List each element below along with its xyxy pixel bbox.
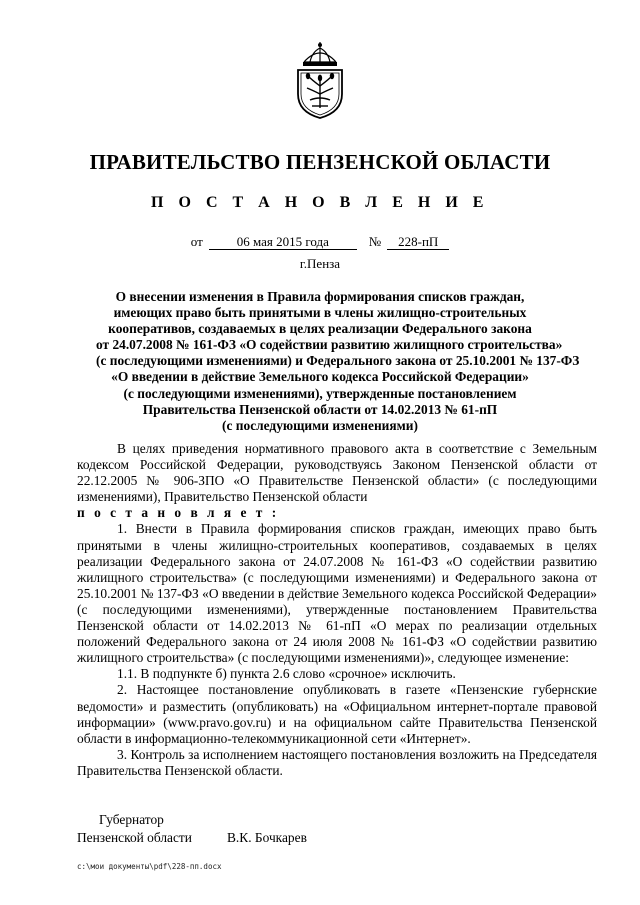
- government-title: ПРАВИТЕЛЬСТВО ПЕНЗЕНСКОЙ ОБЛАСТИ: [89, 150, 551, 174]
- heading-line: кооперативов, создаваемых в целях реализации Федерального закона: [108, 321, 532, 337]
- item-1-paragraph: 1. Внести в Правила формирования списков граждан, имеющих право быть принятыми в члены жилищно-строительных кооперативов, создаваемых в целях реализации Федерального закона от 24.07.2008 № 161-ФЗ «О содействии развитию жилищного строительства» (с последующими изменениями) и Федерального закона от 25.10.2001 № 137-ФЗ «О введении в действие Земельного кодекса Российской Федерации» (с последующими изменениями), утвержденные постановлением Правительства Пензенской области от 14.02.2013 № 61-пП «О мерах по реализации отдельных положений Федерального закона от 24 июля 2008 № 161-ФЗ «О содействии развитию жилищного строительства» (с последующими изменениями)», следующее изменение:: [77, 521, 597, 666]
- file-path-footer: c:\мои документы\pdf\228-пп.docx: [77, 862, 222, 871]
- heading-line: (с последующими изменениями): [222, 417, 418, 433]
- signature-name: В.К. Бочкарев: [227, 830, 307, 845]
- item-3-paragraph: 3. Контроль за исполнением настоящего постановления возложить на Председателя Правительства Пензенской области.: [77, 746, 597, 778]
- heading-line: (с последующими изменениями), утвержденные постановлением: [123, 385, 517, 401]
- decree-type: П О С Т А Н О В Л Е Н И Е: [151, 194, 489, 211]
- signature-title-line-2: Пензенской области: [77, 830, 192, 845]
- heading-line: Правительства Пензенской области от 14.02.2013 № 61-пП: [142, 401, 498, 417]
- resolves-line: [77, 505, 597, 521]
- date-prefix: от: [190, 234, 203, 249]
- decree-body: [77, 441, 597, 779]
- item-2-paragraph: 2. Настоящее постановление опубликовать в газете «Пензенские губернские ведомости» и разместить (опубликовать) на «Официальном интернет-портале правовой информации» (www.pravo.gov.ru) и на официальном сайте Правительства Пензенской области в информационно-телекоммуникационной сети «Интернет».: [77, 682, 597, 746]
- city: г.Пенза: [299, 256, 341, 271]
- penza-coat-of-arms-icon: [290, 42, 350, 120]
- decree-date: 06 мая 2015 года: [209, 235, 357, 250]
- resolves-word: п о с т а н о в л я е т :: [77, 505, 280, 521]
- decree-number: 228-пП: [387, 235, 449, 250]
- heading-line: от 24.07.2008 № 161-ФЗ «О содействии развитию жилищного строительства»: [96, 337, 563, 353]
- heading-line: (с последующими изменениями) и Федерального закона от 25.10.2001 № 137-ФЗ: [96, 353, 580, 369]
- decree-heading: [96, 289, 580, 434]
- preamble-paragraph: В целях приведения нормативного правового акта в соответствие с Земельным кодексом Российской Федерации, руководствуясь Законом Пензенской области от 22.12.2005 № 906-ЗПО «О Правительстве Пензенской области» (с последующими изменениями), Правительство Пензенской области: [77, 441, 597, 505]
- date-number-line: [0, 234, 640, 250]
- number-prefix: №: [368, 234, 382, 249]
- signature-title-line-1: Губернатор: [99, 812, 164, 827]
- heading-line: О внесении изменения в Правила формирования списков граждан,: [115, 289, 525, 304]
- heading-line: «О введении в действие Земельного кодекса Российской Федерации»: [111, 369, 529, 385]
- item-1-1-paragraph: 1.1. В подпункте б) пункта 2.6 слово «срочное» исключить.: [117, 666, 456, 682]
- heading-line: имеющих право быть принятыми в члены жилищно-строительных: [113, 305, 527, 321]
